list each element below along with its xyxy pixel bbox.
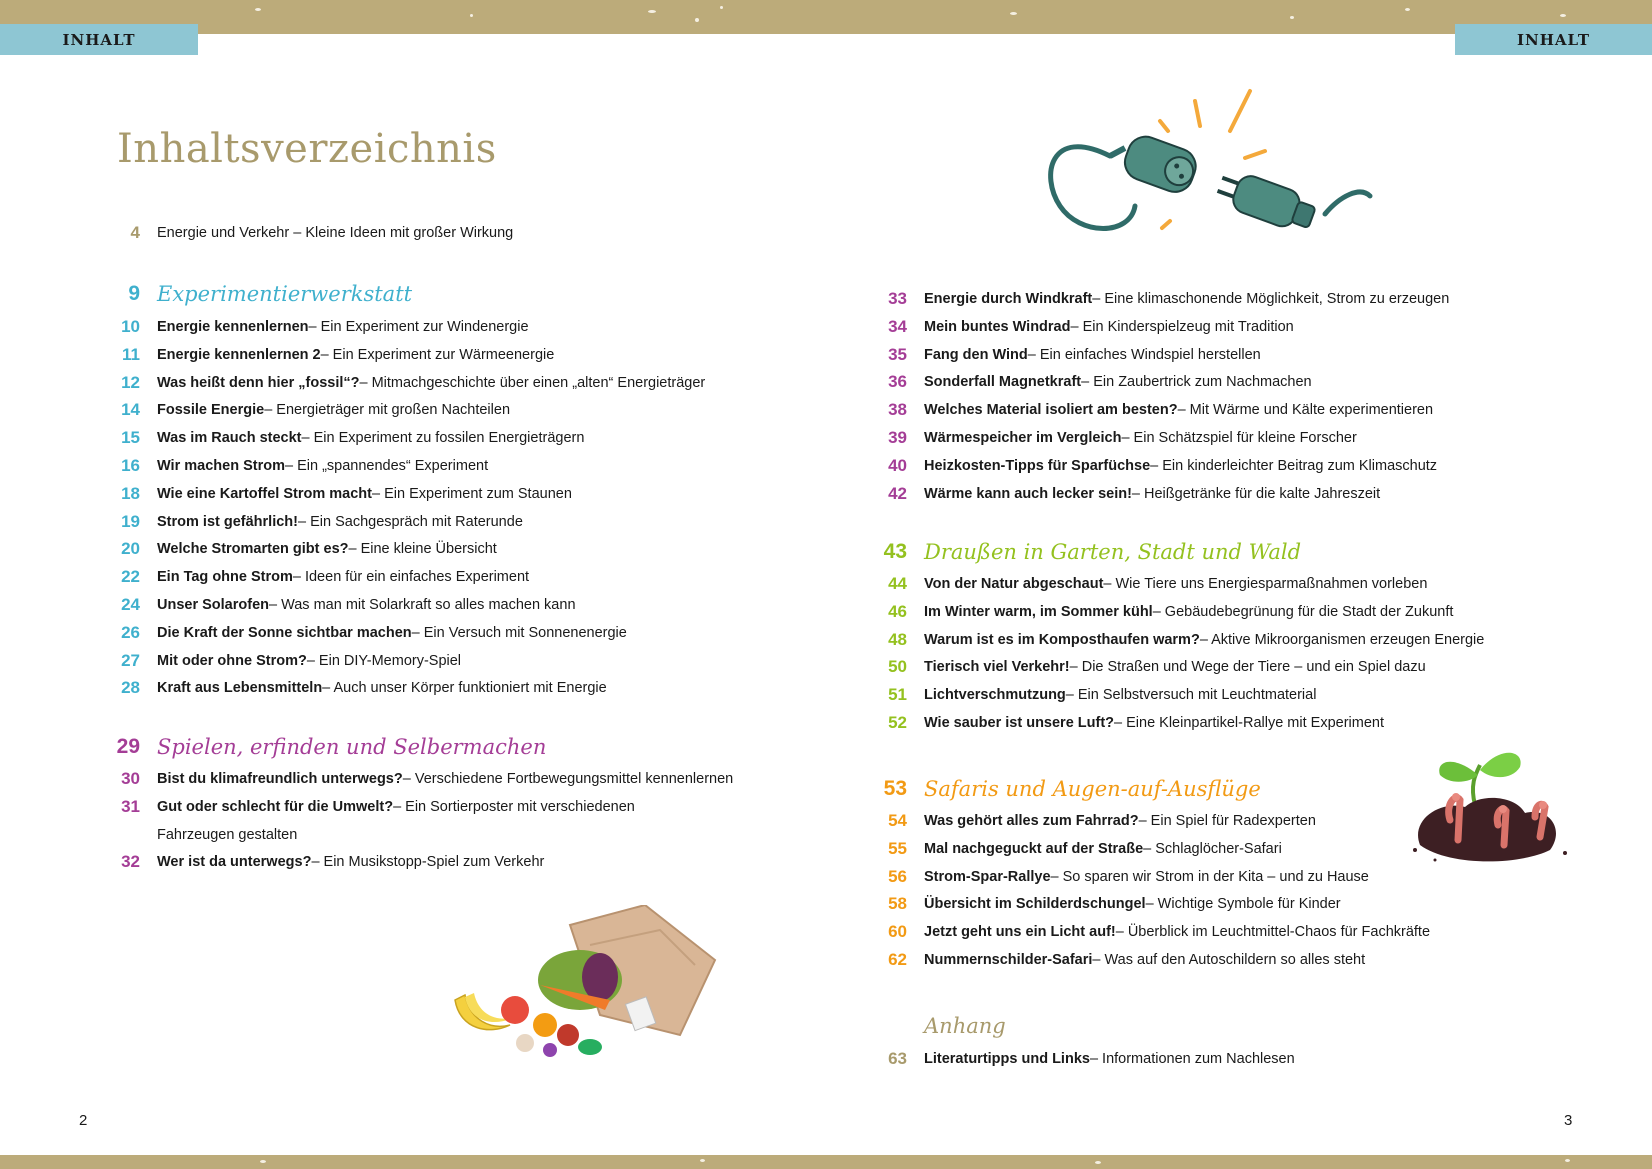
entry-title: Wie sauber ist unsere Luft?: [924, 715, 1115, 731]
toc-entry: [100, 823, 297, 847]
section-heading-anhang: [867, 1010, 1006, 1042]
page-title: Inhaltsverzeichnis: [117, 126, 497, 172]
toc-entry: [867, 343, 1261, 367]
page-number: 36: [888, 372, 907, 392]
entry-description: – Eine kleine Übersicht: [348, 541, 497, 558]
page-number: 40: [888, 455, 907, 475]
entry-description: – Ein Musikstopp-Spiel zum Verkehr: [311, 854, 545, 871]
toc-entry: [867, 711, 1384, 735]
section-title: Experimentierwerkstatt: [157, 282, 413, 306]
band-speck: [1560, 14, 1566, 17]
section-page-number: 53: [883, 777, 907, 800]
entry-title: Übersicht im Schilderdschungel: [924, 896, 1146, 913]
page-number: 16: [121, 456, 140, 475]
page-number: 55: [888, 838, 907, 858]
plug-and-socket-illustration: [1040, 86, 1380, 251]
toc-entry: [867, 892, 1341, 916]
entry-title: Was heißt denn hier „fossil“?: [157, 374, 360, 391]
band-speck: [260, 1160, 266, 1163]
section-title: Safaris und Augen-auf-Ausflüge: [924, 777, 1261, 801]
toc-entry: [867, 948, 1365, 972]
toc-entry: [867, 655, 1426, 679]
entry-description: – Energieträger mit großen Nachteilen: [264, 402, 511, 419]
entry-title: Unser Solarofen: [157, 597, 269, 613]
page-number: 4: [130, 223, 140, 242]
band-speck: [1405, 8, 1410, 11]
entry-title: Wie eine Kartoffel Strom macht: [157, 485, 372, 502]
entry-title: Fang den Wind: [924, 346, 1028, 363]
toc-entry: [867, 398, 1433, 422]
entry-description: – Ideen für ein einfaches Experiment: [292, 569, 530, 586]
page-number: 11: [122, 344, 140, 364]
entry-title: Wärme kann auch lecker sein!: [924, 485, 1132, 502]
entry-description: – Ein Kinderspielzeug mit Tradition: [1070, 318, 1294, 335]
entry-title: Wir machen Strom: [157, 458, 285, 474]
entry-title: Fossile Energie: [157, 402, 265, 419]
page-number: 52: [888, 713, 907, 732]
header-tab-left: INHALT: [0, 24, 198, 55]
section-title: Draußen in Garten, Stadt und Wald: [924, 540, 1302, 564]
entry-title: Wer ist da unterwegs?: [157, 854, 312, 871]
entry-description: – Schlaglöcher-Safari: [1143, 840, 1282, 857]
entry-title: Bist du klimafreundlich unterwegs?: [157, 771, 403, 787]
toc-entry: [867, 572, 1427, 596]
page-number: 33: [888, 289, 907, 308]
section-title: Spielen, erfinden und Selbermachen: [157, 735, 547, 759]
page-number: 48: [888, 629, 907, 649]
entry-title: Mein buntes Windrad: [924, 318, 1071, 335]
page-number: 42: [888, 483, 907, 503]
toc-entry: [867, 454, 1437, 478]
page-number: 22: [121, 567, 140, 587]
toc-entry: [100, 454, 488, 478]
toc-entry: [867, 683, 1316, 707]
section-title: Anhang: [924, 1014, 1006, 1038]
entry-title: Im Winter warm, im Sommer kühl: [924, 603, 1153, 620]
toc-entry: [867, 426, 1357, 450]
entry-description: – Ein Experiment zur Windenergie: [308, 319, 529, 335]
toc-entry: [100, 398, 510, 422]
band-speck: [255, 8, 261, 11]
entry-description: – Ein Sachgespräch mit Raterunde: [298, 513, 523, 530]
toc-entry: [100, 795, 635, 819]
entry-description: – Ein einfaches Windspiel herstellen: [1027, 346, 1261, 363]
entry-title: Strom ist gefährlich!: [157, 513, 298, 530]
toc-entry: [100, 537, 497, 561]
page-number: 31: [121, 796, 140, 816]
entry-description: – Ein Sortierposter mit verschiedenen: [393, 798, 635, 815]
band-speck: [648, 10, 656, 13]
entry-description: – Die Straßen und Wege der Tiere – und ein Spiel dazu: [1069, 659, 1426, 676]
toc-entry: [867, 482, 1380, 506]
entry-title: Welche Stromarten gibt es?: [157, 541, 349, 558]
page-number: 35: [888, 344, 907, 364]
page-number: 39: [888, 428, 907, 447]
toc-entry: [100, 621, 627, 645]
entry-description: – Aktive Mikroorganismen erzeugen Energie: [1199, 631, 1485, 648]
entry-description: – Ein Selbstversuch mit Leuchtmaterial: [1065, 687, 1317, 704]
toc-entry: [867, 837, 1282, 861]
entry-title: Nummernschilder-Safari: [924, 952, 1093, 968]
entry-description: Energie und Verkehr – Kleine Ideen mit großer Wirkung: [157, 225, 514, 241]
toc-entry: [867, 628, 1484, 652]
page-number: 12: [121, 372, 140, 392]
toc-entry: [867, 287, 1449, 311]
page-number: 27: [121, 650, 140, 670]
toc-entry: [100, 482, 572, 506]
band-speck: [1290, 16, 1294, 19]
entry-description: – Gebäudebegrünung für die Stadt der Zukunft: [1152, 603, 1454, 620]
band-speck: [695, 18, 699, 22]
entry-description: – Ein „spannendes“ Experiment: [284, 458, 489, 474]
page-number: 24: [121, 595, 140, 614]
entry-title: Strom-Spar-Rallye: [924, 868, 1051, 885]
page-number: 32: [121, 852, 140, 872]
entry-description: – Auch unser Körper funktioniert mit Energie: [322, 680, 607, 697]
entry-title: Kraft aus Lebensmitteln: [157, 680, 323, 697]
toc-entry: [100, 315, 529, 339]
toc-entry: [100, 593, 576, 617]
entry-description: – Ein Experiment zum Staunen: [372, 485, 572, 502]
entry-title: Welches Material isoliert am besten?: [924, 402, 1178, 419]
page-number: 15: [121, 428, 140, 448]
toc-entry: [100, 510, 523, 534]
band-speck: [720, 6, 723, 9]
entry-title: Mit oder ohne Strom?: [157, 652, 307, 669]
top-decorative-band: [0, 0, 1652, 34]
entry-description: – Ein Schätzspiel für kleine Forscher: [1121, 430, 1357, 446]
entry-description: – Heißgetränke für die kalte Jahreszeit: [1131, 485, 1381, 502]
page-number: 46: [888, 601, 907, 621]
entry-title: Literaturtipps und Links: [924, 1051, 1090, 1067]
entry-description: – So sparen wir Strom in der Kita – und zu Hause: [1050, 868, 1369, 885]
entry-title: Ein Tag ohne Strom: [157, 569, 293, 586]
toc-entry: [867, 865, 1369, 889]
entry-description: – Eine Kleinpartikel-Rallye mit Experiment: [1114, 715, 1384, 731]
toc-entry: [100, 649, 461, 673]
entry-title: Energie kennenlernen: [157, 319, 309, 335]
page-number: 50: [888, 657, 907, 677]
toc-entry: [867, 315, 1294, 339]
section-heading-draussen: [867, 536, 1301, 568]
toc-entry: [867, 809, 1316, 833]
band-speck: [1095, 1161, 1101, 1164]
entry-title: Energie durch Windkraft: [924, 291, 1093, 307]
page-number: 34: [888, 316, 907, 336]
toc-entry: [867, 1047, 1295, 1071]
entry-description: – Ein Experiment zu fossilen Energieträgern: [301, 430, 585, 447]
entry-title: Was im Rauch steckt: [157, 430, 302, 447]
entry-description: – Ein Experiment zur Wärmeenergie: [320, 346, 555, 363]
entry-description: – Was man mit Solarkraft so alles machen kann: [269, 597, 576, 613]
entry-title: Die Kraft der Sonne sichtbar machen: [157, 624, 412, 641]
toc-entry: [867, 920, 1430, 944]
section-page-number: 43: [883, 540, 907, 563]
section-heading-experimentierwerkstatt: [100, 278, 412, 310]
page-number: 18: [121, 483, 140, 503]
entry-title: Wärmespeicher im Vergleich: [924, 430, 1122, 446]
entry-description: – Wie Tiere uns Energiesparmaßnahmen vorleben: [1103, 576, 1428, 592]
page-number: 62: [888, 950, 907, 969]
toc-entry: [100, 426, 584, 450]
entry-description: – Mitmachgeschichte über einen „alten“ Energieträger: [359, 374, 706, 391]
toc-entry-intro: [100, 221, 513, 245]
entry-title: Energie kennenlernen 2: [157, 346, 321, 363]
entry-title: Was gehört alles zum Fahrrad?: [924, 813, 1139, 829]
page-number: 60: [888, 922, 907, 942]
entry-title: Heizkosten-Tipps für Sparfüchse: [924, 457, 1151, 474]
section-heading-safaris: [867, 773, 1261, 805]
page-number: 10: [121, 317, 140, 336]
entry-description: – Überblick im Leuchtmittel-Chaos für Fachkräfte: [1115, 924, 1431, 941]
page-number: 44: [888, 574, 907, 593]
entry-description: Fahrzeugen gestalten: [157, 826, 298, 843]
entry-title: Warum ist es im Komposthaufen warm?: [924, 631, 1200, 648]
band-speck: [700, 1159, 705, 1162]
bottom-decorative-band: [0, 1155, 1652, 1169]
entry-description: – Ein Versuch mit Sonnenenergie: [411, 624, 627, 641]
entry-description: – Eine klimaschonende Möglichkeit, Strom zu erzeugen: [1092, 291, 1450, 307]
compost-worms-sprout-illustration: [1400, 745, 1580, 875]
entry-description: – Verschiedene Fortbewegungsmittel kennenlernen: [402, 771, 734, 787]
page-number: 20: [121, 539, 140, 559]
entry-description: – Ein DIY-Memory-Spiel: [306, 652, 462, 669]
entry-description: – Ein Spiel für Radexperten: [1138, 813, 1316, 829]
section-heading-spielen: [100, 731, 546, 763]
entry-title: Mal nachgeguckt auf der Straße: [924, 840, 1144, 857]
band-speck: [1010, 12, 1017, 15]
section-page-number: 29: [116, 735, 140, 758]
page-number: 54: [888, 811, 907, 830]
toc-entry: [100, 676, 607, 700]
grocery-bag-illustration: [450, 905, 720, 1065]
band-speck: [470, 14, 473, 17]
page-number: 28: [121, 678, 140, 698]
page-number: 38: [888, 400, 907, 420]
page-number: 51: [888, 685, 907, 705]
page-number: 56: [888, 866, 907, 886]
entry-description: – Wichtige Symbole für Kinder: [1145, 896, 1341, 913]
toc-entry: [867, 370, 1312, 394]
entry-description: – Ein Zaubertrick zum Nachmachen: [1081, 374, 1312, 391]
section-page-number: 9: [128, 282, 140, 305]
page-number-right: 3: [1564, 1112, 1573, 1129]
page-number: 63: [888, 1049, 907, 1068]
entry-description: – Informationen zum Nachlesen: [1089, 1051, 1295, 1067]
entry-title: Sonderfall Magnetkraft: [924, 374, 1082, 391]
band-speck: [1565, 1159, 1570, 1162]
page-number: 58: [888, 894, 907, 914]
toc-entry: [100, 565, 529, 589]
toc-entry: [100, 850, 544, 874]
header-tab-right: INHALT: [1455, 24, 1652, 55]
toc-entry: [867, 600, 1453, 624]
entry-title: Lichtverschmutzung: [924, 687, 1066, 704]
entry-title: Jetzt geht uns ein Licht auf!: [924, 924, 1116, 941]
page-number: 19: [121, 511, 140, 531]
entry-description: – Was auf den Autoschildern so alles steht: [1092, 952, 1366, 968]
entry-title: Von der Natur abgeschaut: [924, 576, 1104, 592]
page-number: 14: [121, 400, 140, 420]
toc-entry: [100, 371, 705, 395]
entry-description: – Ein kinderleichter Beitrag zum Klimaschutz: [1150, 457, 1438, 474]
page-number: 30: [121, 769, 140, 788]
entry-description: – Mit Wärme und Kälte experimentieren: [1177, 402, 1434, 419]
entry-title: Gut oder schlecht für die Umwelt?: [157, 798, 394, 815]
page-number-left: 2: [79, 1112, 88, 1129]
page-number: 26: [121, 622, 140, 642]
toc-entry: [100, 767, 733, 791]
entry-title: Tierisch viel Verkehr!: [924, 659, 1070, 676]
toc-entry: [100, 343, 554, 367]
